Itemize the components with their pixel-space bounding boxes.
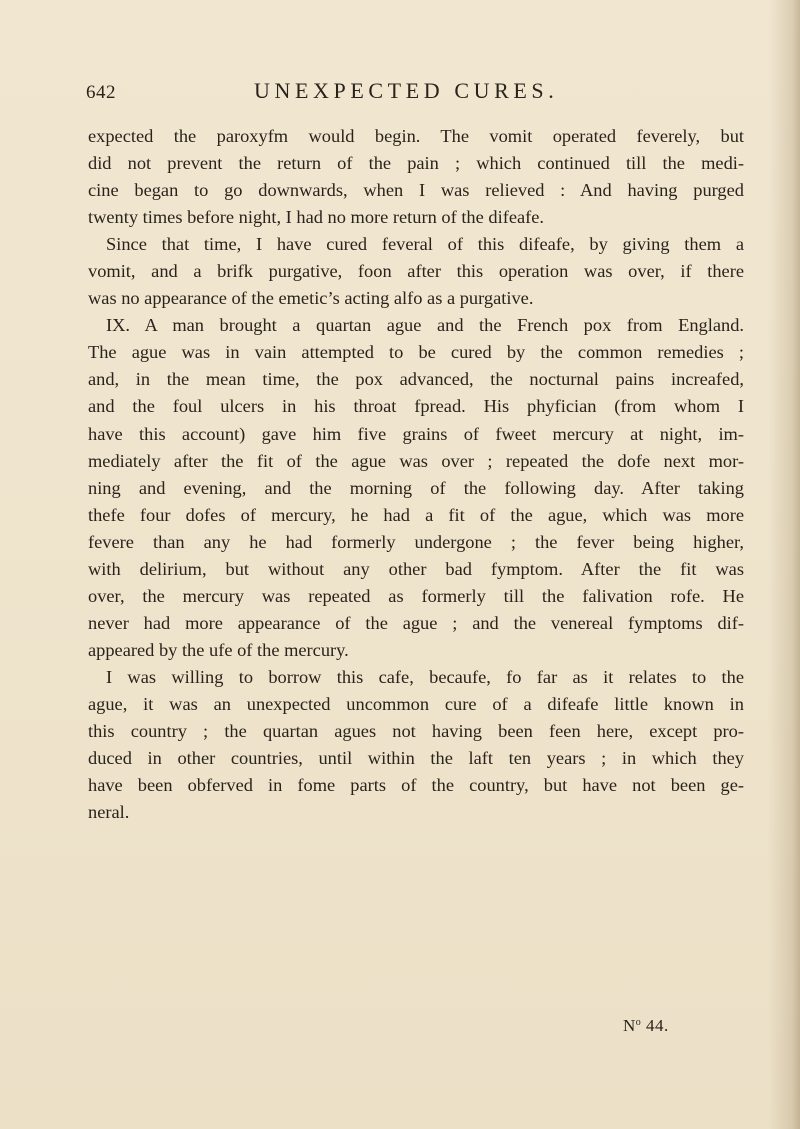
body-text [88,123,744,826]
paragraph [88,123,744,231]
catchword-prefix: N [623,1016,636,1035]
text-line: twenty times before night, I had no more return of the difeafe. [88,207,545,228]
paragraph [88,664,744,826]
running-head [86,78,746,108]
text-line: duced in other countries, until within the laft ten years ; in which they [88,748,744,769]
text-line: with delirium, but without any other bad fymptom. After the fit was [88,558,744,579]
catchword-superscript: o [635,1017,642,1028]
text-line: mediately after the fit of the ague was over ; repeated the dofe next mor- [88,450,744,471]
paragraph [88,312,744,664]
catchword [623,1016,669,1036]
text-line: vomit, and a brifk purgative, foon after this operation was over, if there [88,261,744,282]
text-line: appeared by the ufe of the mercury. [88,639,349,660]
text-line: did not prevent the return of the pain ; which continued till the medi- [88,153,744,174]
catchword-number: 44. [646,1016,669,1035]
text-line: never had more appearance of the ague ; and the venereal fymptoms dif- [88,612,744,633]
text-line: The ague was in vain attempted to be cured by the common remedies ; [88,342,744,363]
text-line: have this account) gave him five grains of fweet mercury at night, im- [88,423,744,444]
text-line: ning and evening, and the morning of the following day. After taking [88,477,744,498]
text-line: ague, it was an unexpected uncommon cure of a difeafe little known in [88,693,744,714]
text-line: and, in the mean time, the pox advanced, the nocturnal pains increafed, [88,369,744,390]
text-line: have been obferved in fome parts of the country, but have not been ge- [88,775,744,796]
text-line: over, the mercury was repeated as formerly till the falivation rofe. He [88,585,744,606]
text-line: neral. [88,802,130,823]
text-line: I was willing to borrow this cafe, becaufe, fo far as it relates to the [106,666,744,687]
running-title: UNEXPECTED CURES. [254,78,559,103]
text-line: IX. A man brought a quartan ague and the French pox from England. [106,315,744,336]
text-line: was no appearance of the emetic’s acting alfo as a purgative. [88,288,534,309]
paragraph [88,231,744,312]
text-line: fevere than any he had formerly undergone ; the fever being higher, [88,531,744,552]
text-line: cine began to go downwards, when I was relieved : And having purged [88,180,744,201]
page-number: 642 [86,82,116,103]
text-line: thefe four dofes of mercury, he had a fit of the ague, which was more [88,504,744,525]
text-line: and the foul ulcers in his throat fpread. His phyfician (from whom I [88,396,744,417]
text-line: Since that time, I have cured feveral of this difeafe, by giving them a [106,234,744,255]
text-line: expected the paroxyfm would begin. The vomit operated feverely, but [88,126,744,146]
text-line: this country ; the quartan agues not having been feen here, except pro- [88,721,744,742]
